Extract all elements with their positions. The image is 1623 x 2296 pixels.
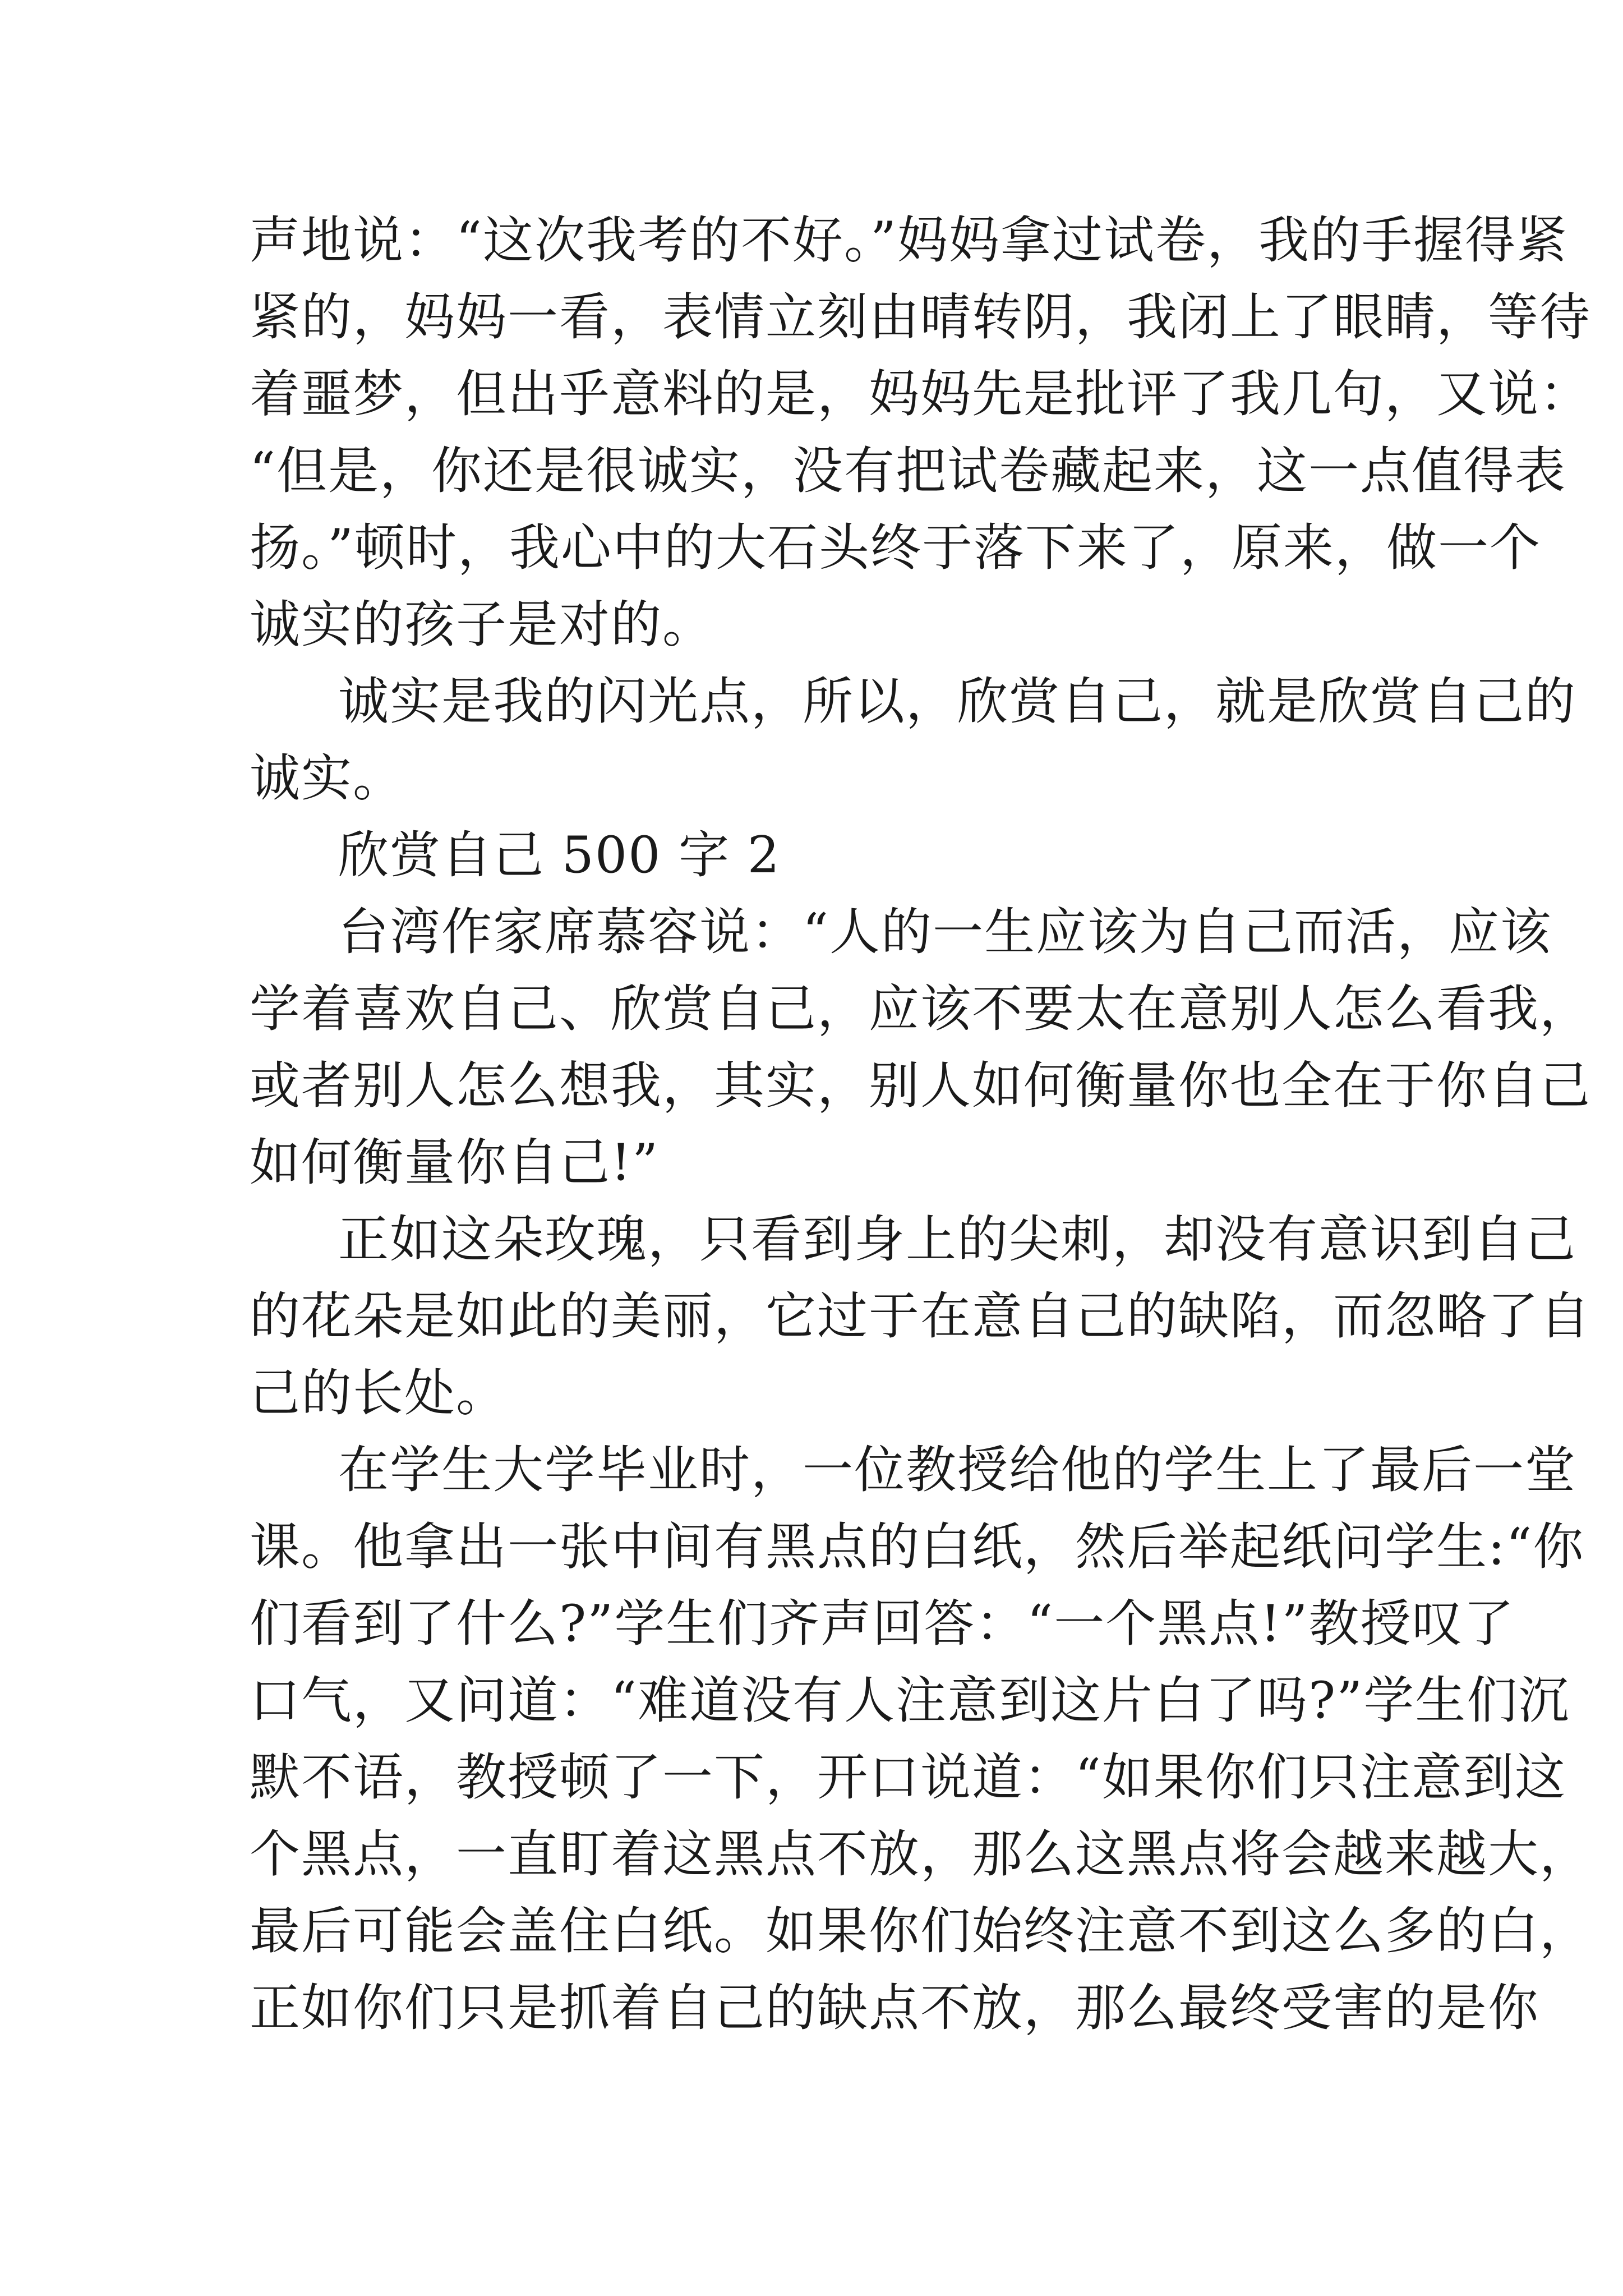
text-line: 紧的，妈妈一看，表情立刻由晴转阴，我闭上了眼睛，等待 (250, 288, 1591, 347)
text-line: 声地说：“这次我考的不好。”妈妈拿过试卷，我的手握得紧 (250, 211, 1569, 270)
text-line: 扬。”顿时，我心中的大石头终于落下来了，原来，做一个 (250, 518, 1542, 577)
text-line: 诚实的孩子是对的。 (250, 595, 714, 654)
text-line: 己的长处。 (250, 1364, 508, 1423)
text-line: 的花朵是如此的美丽，它过于在意自己的缺陷，而忽略了自 (250, 1287, 1591, 1346)
text-line: 学着喜欢自己、欣赏自己，应该不要太在意别人怎么看我， (250, 979, 1591, 1038)
text-line: 或者别人怎么想我，其实，别人如何衡量你也全在于你自己 (250, 1056, 1591, 1115)
text-line: 默不语，教授顿了一下，开口说道：“如果你们只注意到这 (250, 1748, 1567, 1807)
text-line: “但是，你还是很诚实，没有把试卷藏起来，这一点值得表 (250, 441, 1567, 500)
text-line: 口气，又问道：“难道没有人注意到这片白了吗?”学生们沉 (250, 1671, 1570, 1730)
text-line: 台湾作家席慕容说：“人的一生应该为自己而活，应该 (338, 903, 1552, 961)
paragraph-3 (250, 894, 1591, 1201)
paragraph-4 (250, 1201, 1591, 1432)
text-line: 诚实。 (250, 749, 404, 808)
text-line: 个黑点，一直盯着这黑点不放，那么这黑点将会越来越大， (250, 1825, 1591, 1884)
text-line: 诚实是我的闪光点，所以，欣赏自己，就是欣赏自己的 (338, 672, 1576, 731)
paragraph-1 (250, 202, 1591, 663)
text-line: 们看到了什么?”学生们齐声回答：“一个黑点!”教授叹了 (250, 1594, 1515, 1653)
text-line: 课。他拿出一张中间有黑点的白纸，然后举起纸问学生:“你 (250, 1517, 1585, 1576)
section-title: 欣赏自己 500 字 2 (338, 826, 781, 885)
paragraph-2 (250, 663, 1576, 817)
text-line: 最后可能会盖住白纸。如果你们始终注意不到这么多的白， (250, 1902, 1591, 1961)
paragraph-5 (250, 1432, 1591, 2046)
text-line: 在学生大学毕业时，一位教授给他的学生上了最后一堂 (338, 1441, 1576, 1499)
body-text (250, 202, 1591, 2046)
text-line: 正如这朵玫瑰，只看到身上的尖刺，却没有意识到自己 (338, 1210, 1576, 1269)
section-heading (250, 817, 1388, 894)
text-line: 着噩梦，但出乎意料的是，妈妈先是批评了我几句，又说： (250, 365, 1591, 424)
text-line: 如何衡量你自己!” (250, 1133, 660, 1192)
text-line: 正如你们只是抓着自己的缺点不放，那么最终受害的是你 (250, 1978, 1539, 2037)
